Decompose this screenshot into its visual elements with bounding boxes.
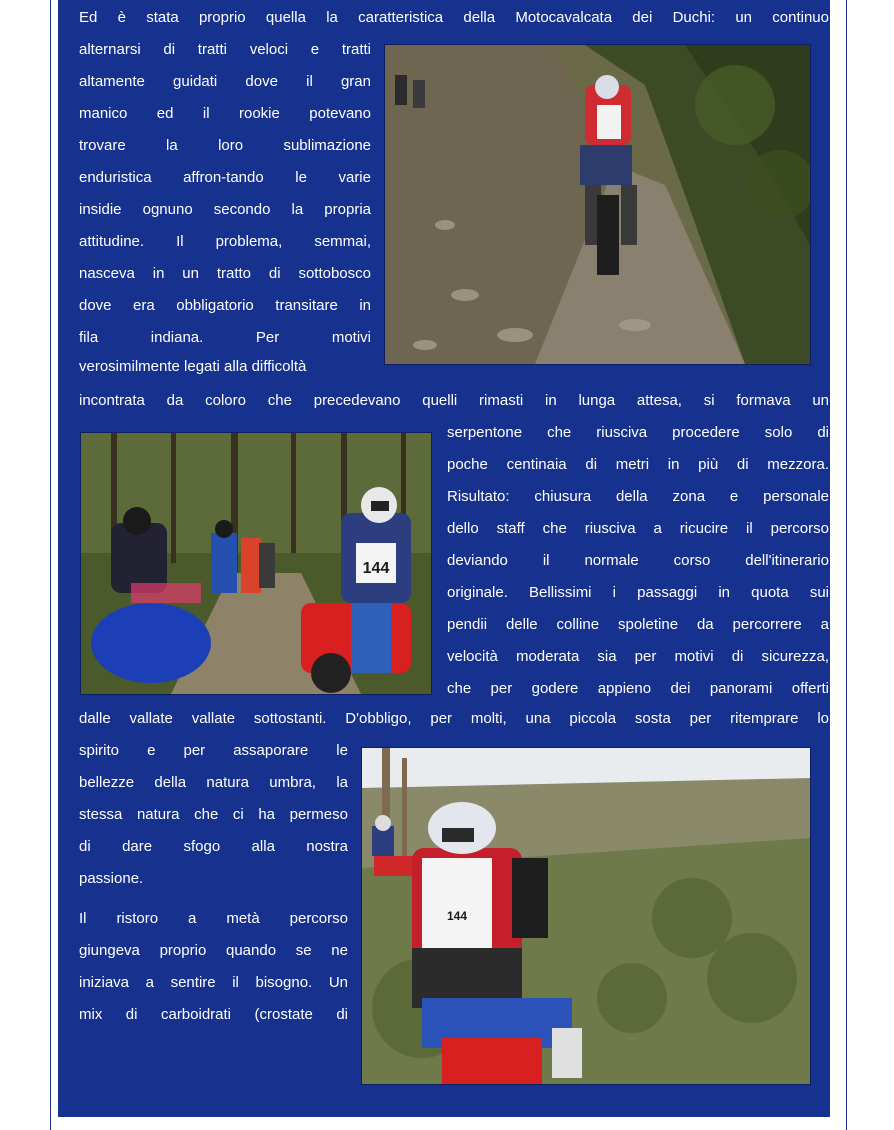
text-line: fila indiana. Per motivi: [79, 329, 371, 346]
text-line: spirito e per assaporare le: [79, 742, 348, 759]
text-line: pendii delle colline spoletine da percorrere a: [447, 616, 829, 633]
text-line: incontrata da coloro che precedevano quelli rimasti in lunga attesa, si formava un: [79, 392, 829, 409]
page-border-left: [50, 0, 51, 1130]
photo-rider-rocky-climb-image: [385, 45, 810, 364]
text-line: di dare sfogo alla nostra: [79, 838, 348, 855]
text-line: mix di carboidrati (crostate di: [79, 1006, 348, 1023]
text-line: stessa natura che ci ha permeso: [79, 806, 348, 823]
text-line: velocità moderata sia per motivi di sicurezza,: [447, 648, 829, 665]
photo-riders-in-woods-image: [81, 433, 431, 694]
photo3-bib-number: 144: [446, 909, 468, 923]
text-line: alternarsi di tratti veloci e tratti: [79, 41, 371, 58]
photo-rider-valley-view: [361, 747, 811, 1085]
text-line: originale. Bellissimi i passaggi in quota sui: [447, 584, 829, 601]
page-border-right: [846, 0, 847, 1130]
text-line: manico ed il rookie potevano: [79, 105, 371, 122]
text-line: Risultato: chiusura della zona e personale: [447, 488, 829, 505]
text-line: verosimilmente legati alla difficoltà: [79, 358, 307, 375]
text-line: giungeva proprio quando se ne: [79, 942, 348, 959]
photo-rider-rocky-climb: [384, 44, 811, 365]
text-line: trovare la loro sublimazione: [79, 137, 371, 154]
text-line: insidie ognuno secondo la propria: [79, 201, 371, 218]
text-line: bellezze della natura umbra, la: [79, 774, 348, 791]
text-line: altamente guidati dove il gran: [79, 73, 371, 90]
text-line: passione.: [79, 870, 144, 887]
text-line: Il ristoro a metà percorso: [79, 910, 348, 927]
photo2-bib-number: 144: [362, 560, 390, 577]
photo-riders-in-woods: [80, 432, 432, 695]
text-line: deviando il normale corso dell'itinerario: [447, 552, 829, 569]
text-line: serpentone che riusciva procedere solo di: [447, 424, 829, 441]
text-line: dove era obbligatorio transitare in: [79, 297, 371, 314]
text-line: iniziava a sentire il bisogno. Un: [79, 974, 348, 991]
text-line: enduristica affron-tando le varie: [79, 169, 371, 186]
text-line: Ed è stata proprio quella la caratteristica della Motocavalcata dei Duchi: un continuo: [79, 9, 829, 26]
text-line: poche centinaia di metri in più di mezzora.: [447, 456, 829, 473]
text-line: che per godere appieno dei panorami offerti: [447, 680, 829, 697]
text-line: attitudine. Il problema, semmai,: [79, 233, 371, 250]
photo-rider-valley-view-image: [362, 748, 810, 1084]
text-line: dello staff che riusciva a ricucire il percorso: [447, 520, 829, 537]
text-line: nasceva in un tratto di sottobosco: [79, 265, 371, 282]
text-line: dalle vallate vallate sottostanti. D'obbligo, per molti, una piccola sosta per ritemprare lo: [79, 710, 829, 727]
